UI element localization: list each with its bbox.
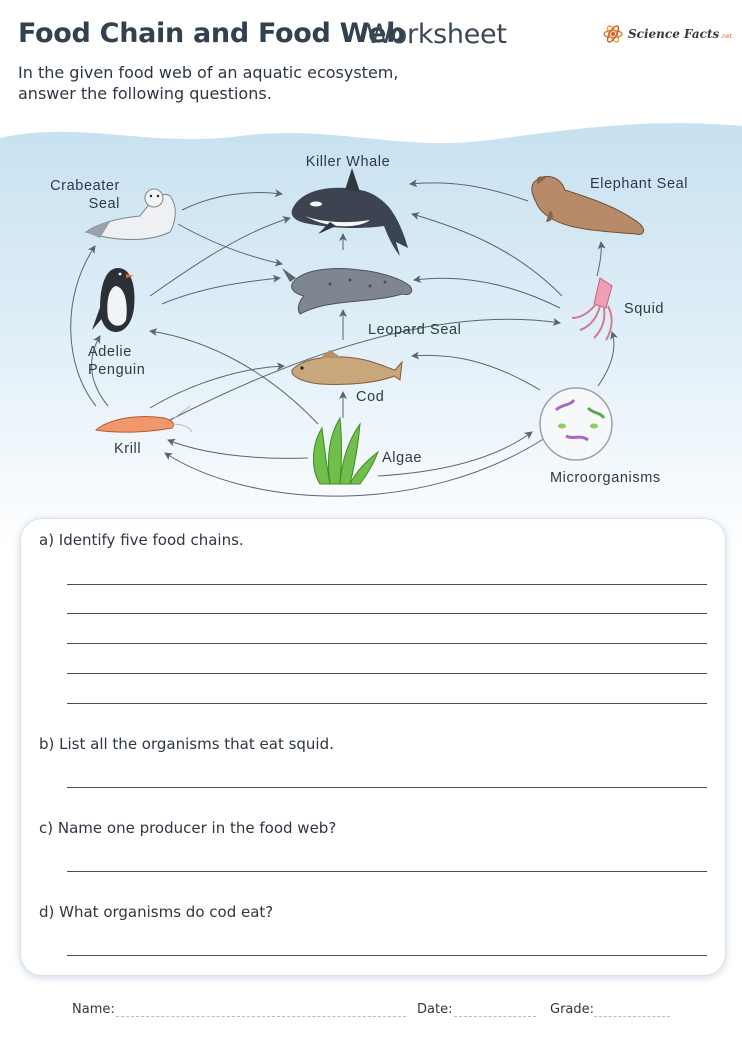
questions-panel: [20, 518, 726, 976]
answer-line-a4[interactable]: [67, 673, 707, 674]
grade-label: Grade:: [550, 1002, 595, 1017]
label-adelie-penguin-1: Adelie: [88, 344, 132, 360]
answer-line-b[interactable]: [67, 787, 707, 788]
date-label: Date:: [417, 1002, 453, 1017]
label-squid: Squid: [624, 301, 665, 317]
microorganisms-illustration: [540, 388, 612, 460]
question-c: c) Name one producer in the food web?: [39, 819, 337, 837]
intro-line-2: answer the following questions.: [18, 84, 272, 103]
question-a: a) Identify five food chains.: [39, 531, 244, 549]
label-crabeater-seal-2: Seal: [88, 196, 120, 212]
answer-line-a5[interactable]: [67, 703, 707, 704]
name-label: Name:: [72, 1002, 115, 1017]
answer-line-a3[interactable]: [67, 643, 707, 644]
label-killer-whale: Killer Whale: [305, 154, 391, 170]
food-web-diagram: [0, 118, 742, 550]
label-crabeater-seal-1: Crabeater: [50, 178, 120, 194]
question-d: d) What organisms do cod eat?: [39, 903, 274, 921]
question-b: b) List all the organisms that eat squid.: [39, 735, 334, 753]
logo-suffix: .net: [720, 33, 733, 40]
intro-text: [18, 62, 398, 104]
page-title-suffix: Worksheet: [366, 19, 507, 50]
label-krill: Krill: [114, 441, 142, 457]
label-cod: Cod: [356, 389, 385, 405]
label-algae: Algae: [382, 450, 423, 466]
label-leopard-seal: Leopard Seal: [368, 322, 462, 338]
date-field-line[interactable]: [454, 1016, 536, 1017]
intro-line-1: In the given food web of an aquatic ecosystem,: [18, 63, 399, 82]
page-title: Food Chain and Food Web: [18, 18, 406, 49]
science-facts-logo: [602, 22, 732, 46]
logo-text: Science Facts: [628, 27, 720, 41]
answer-line-a2[interactable]: [67, 613, 707, 614]
answer-line-a1[interactable]: [67, 584, 707, 585]
answer-line-d[interactable]: [67, 955, 707, 956]
name-field-line[interactable]: [116, 1016, 406, 1017]
grade-field-line[interactable]: [594, 1016, 670, 1017]
label-adelie-penguin-2: Penguin: [88, 362, 146, 378]
label-microorganisms: Microorganisms: [550, 470, 661, 486]
label-elephant-seal: Elephant Seal: [590, 176, 689, 192]
answer-line-c[interactable]: [67, 871, 707, 872]
atom-icon: [602, 23, 624, 45]
